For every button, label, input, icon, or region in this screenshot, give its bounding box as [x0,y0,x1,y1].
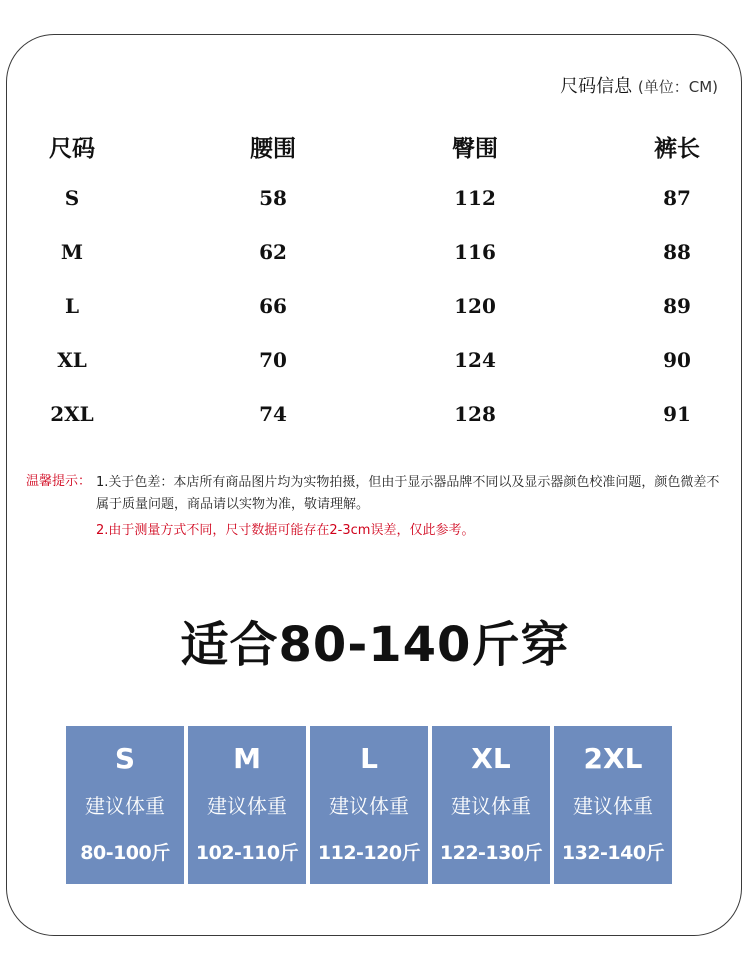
size-weight-cards [66,726,672,886]
cell-length: 90 [663,348,691,372]
card-weight-range: 80-100斤 [80,842,170,864]
size-card [188,726,306,884]
cell-waist: 62 [259,240,287,264]
card-label: 建议体重 [451,794,531,818]
cell-length: 87 [663,186,691,210]
cell-length: 91 [663,402,691,426]
header-hip: 臀围 [452,136,498,162]
card-size: S [114,742,136,775]
card-weight-range: 122-130斤 [439,842,543,864]
card-size: 2XL [583,742,643,775]
size-info-heading [560,72,718,98]
header-waist: 腰围 [250,136,296,162]
cell-waist: 58 [259,186,287,210]
cell-size: M [60,240,84,264]
size-card [554,726,672,884]
cell-length: 89 [663,294,691,318]
card-label: 建议体重 [329,794,409,818]
cell-hip: 112 [454,186,496,210]
header-length: 裤长 [654,136,700,162]
cell-waist: 70 [259,348,287,372]
size-card [310,726,428,884]
size-info-title: 尺码信息 [560,76,633,97]
cell-size: XL [57,348,87,372]
card-weight-range: 102-110斤 [195,842,299,864]
cell-hip: 116 [454,240,496,264]
cell-length: 88 [663,240,691,264]
cell-size: S [64,186,80,210]
cell-hip: 120 [454,294,496,318]
cell-waist: 74 [259,402,287,426]
card-size: L [360,742,378,775]
card-weight-range: 112-120斤 [317,842,421,864]
card-size: XL [471,742,511,775]
card-size: M [233,742,261,775]
card-weight-range: 132-140斤 [561,842,665,864]
size-card [432,726,550,884]
cell-size: L [64,294,80,318]
tip-color-difference: 1.关于色差：本店所有商品图片均为实物拍摄，但由于显示器品牌不同以及显示器颜色校准问题，颜色微差不属于质量问题，商品请以实物为准，敬请理解。 [96,475,720,512]
size-info-unit: (单位：CM) [637,78,718,96]
tip-measurement-error: 2.由于测量方式不同，尺寸数据可能存在2-3cm误差，仅此参考。 [96,523,475,538]
cell-hip: 128 [454,402,496,426]
card-label: 建议体重 [85,794,165,818]
size-card [66,726,184,884]
weight-range-headline: 适合80-140斤穿 [180,617,570,673]
card-label: 建议体重 [573,794,653,818]
tips-label: 温馨提示： [26,474,92,489]
cell-hip: 124 [454,348,496,372]
header-size: 尺码 [49,136,95,162]
card-label: 建议体重 [207,794,287,818]
cell-waist: 66 [259,294,287,318]
cell-size: 2XL [50,402,94,426]
